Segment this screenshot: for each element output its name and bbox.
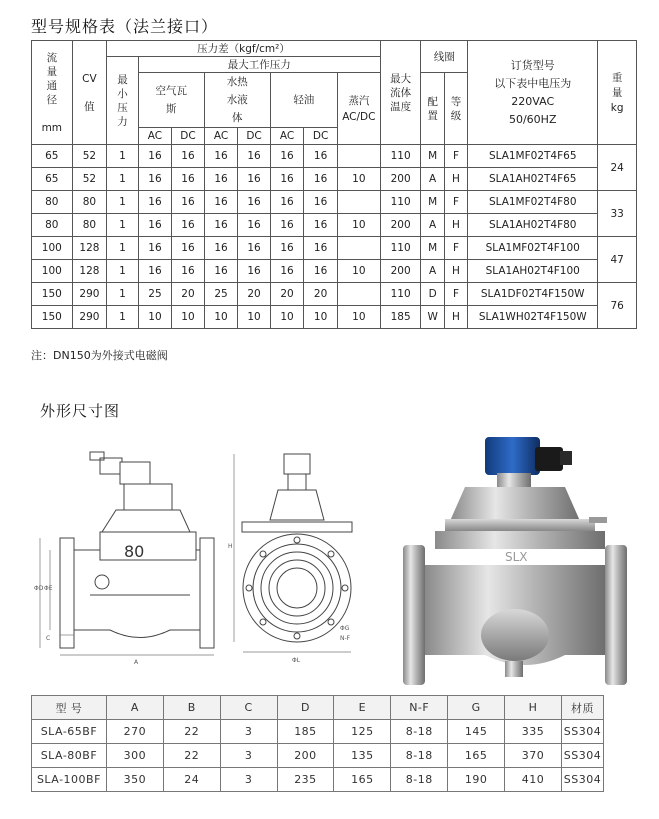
cell-gas-ac: 16 — [138, 214, 172, 237]
cell-config: A — [421, 214, 444, 237]
spec-row — [32, 168, 637, 191]
cell-water-ac: 16 — [204, 168, 238, 191]
cell-grade: H — [444, 214, 467, 237]
cell-oil-ac: 10 — [270, 306, 304, 329]
cell-water-dc: 16 — [238, 191, 271, 214]
cell-temp: 200 — [380, 260, 421, 283]
cell-bore: 150 — [32, 283, 73, 306]
dim-cell: 165 — [334, 768, 391, 792]
cell-water-dc: 10 — [238, 306, 271, 329]
cell-grade: H — [444, 260, 467, 283]
cell-gas-dc: 16 — [172, 191, 205, 214]
header-max-work-pressure: 最大工作压力 — [138, 57, 380, 73]
cell-water-ac: 16 — [204, 237, 238, 260]
spec-row — [32, 283, 637, 306]
dim-header-cell: B — [163, 696, 220, 720]
cell-cv: 80 — [72, 214, 107, 237]
cell-cv: 80 — [72, 191, 107, 214]
cell-temp: 185 — [380, 306, 421, 329]
cell-model: SLA1MF02T4F100 — [468, 237, 598, 260]
cell-oil-dc: 16 — [304, 214, 338, 237]
cell-bore: 80 — [32, 191, 73, 214]
cell-bore: 100 — [32, 260, 73, 283]
dim-cell: 8-18 — [391, 768, 448, 792]
dim-cell: SS304 — [561, 768, 603, 792]
dim-cell: 235 — [277, 768, 334, 792]
dim-cell: 300 — [106, 744, 163, 768]
cell-oil-dc: 20 — [304, 283, 338, 306]
header-min-pressure: 最小压力 — [107, 57, 139, 145]
dim-cell: 22 — [163, 720, 220, 744]
cell-oil-dc: 16 — [304, 260, 338, 283]
header-water-ac: AC — [204, 128, 238, 145]
dim-header-cell: 型 号 — [32, 696, 107, 720]
spec-row — [32, 214, 637, 237]
header-water-dc: DC — [238, 128, 271, 145]
cell-oil-dc: 16 — [304, 168, 338, 191]
cell-oil-ac: 16 — [270, 260, 304, 283]
cell-oil-ac: 16 — [270, 168, 304, 191]
dim-cell: 3 — [220, 768, 277, 792]
dim-header-cell: C — [220, 696, 277, 720]
cell-temp: 200 — [380, 214, 421, 237]
cell-gas-dc: 16 — [172, 214, 205, 237]
cell-water-ac: 16 — [204, 191, 238, 214]
cell-water-dc: 16 — [238, 145, 271, 168]
cell-config: M — [421, 191, 444, 214]
cell-model: SLA1WH02T4F150W — [468, 306, 598, 329]
dim-row — [32, 720, 604, 744]
cell-grade: F — [444, 145, 467, 168]
cell-gas-dc: 16 — [172, 260, 205, 283]
cell-bore: 150 — [32, 306, 73, 329]
cell-water-dc: 16 — [238, 237, 271, 260]
dim-cell: 335 — [505, 720, 562, 744]
cell-min: 1 — [107, 145, 139, 168]
cell-model: SLA1DF02T4F150W — [468, 283, 598, 306]
cell-water-dc: 16 — [238, 214, 271, 237]
footnote: 注：DN150为外接式电磁阀 — [31, 349, 168, 362]
cell-cv: 290 — [72, 283, 107, 306]
cell-oil-dc: 16 — [304, 237, 338, 260]
label-n-f: N-F — [340, 635, 351, 642]
header-order-model: 订货型号 以下表中电压为 220VAC 50/60HZ — [468, 41, 598, 145]
cell-min: 1 — [107, 214, 139, 237]
label-phi-l: ΦL — [292, 657, 301, 664]
cell-model: SLA1MF02T4F80 — [468, 191, 598, 214]
cell-gas-dc: 16 — [172, 237, 205, 260]
cell-water-dc: 16 — [238, 260, 271, 283]
cell-steam: 10 — [337, 214, 380, 237]
cell-grade: F — [444, 191, 467, 214]
cell-model: SLA1AH02T4F100 — [468, 260, 598, 283]
dim-cell: 145 — [448, 720, 505, 744]
cell-cv: 290 — [72, 306, 107, 329]
dim-cell: SLA-100BF — [32, 768, 107, 792]
header-air-gas: 空气瓦斯 — [138, 73, 204, 128]
cell-gas-ac: 16 — [138, 145, 172, 168]
cell-gas-dc: 20 — [172, 283, 205, 306]
side-view-drawing — [228, 440, 368, 670]
cell-temp: 110 — [380, 283, 421, 306]
dim-header-cell: N-F — [391, 696, 448, 720]
cell-model: SLA1MF02T4F65 — [468, 145, 598, 168]
cell-gas-ac: 25 — [138, 283, 172, 306]
dim-cell: SLA-65BF — [32, 720, 107, 744]
dim-header-cell: E — [334, 696, 391, 720]
header-water: 水热水液体 — [204, 73, 270, 128]
spec-row — [32, 237, 637, 260]
dim-cell: 8-18 — [391, 720, 448, 744]
cell-grade: F — [444, 237, 467, 260]
cell-oil-ac: 16 — [270, 214, 304, 237]
cell-min: 1 — [107, 237, 139, 260]
cell-grade: H — [444, 168, 467, 191]
label-a: A — [134, 659, 139, 666]
header-config: 配置 — [421, 73, 444, 145]
cell-gas-dc: 10 — [172, 306, 205, 329]
cell-water-ac: 16 — [204, 214, 238, 237]
cell-temp: 110 — [380, 191, 421, 214]
cell-config: M — [421, 145, 444, 168]
spec-row — [32, 145, 637, 168]
cell-gas-dc: 16 — [172, 145, 205, 168]
cell-water-dc: 16 — [238, 168, 271, 191]
label-c: C — [46, 635, 51, 642]
cell-water-ac: 25 — [204, 283, 238, 306]
header-oil-ac: AC — [270, 128, 304, 145]
cell-steam: 10 — [337, 168, 380, 191]
dim-cell: 270 — [106, 720, 163, 744]
dim-cell: SS304 — [561, 720, 603, 744]
cell-oil-dc: 16 — [304, 145, 338, 168]
cell-config: W — [421, 306, 444, 329]
size-marking: 80 — [124, 542, 145, 561]
cell-bore: 65 — [32, 145, 73, 168]
dimension-table — [31, 695, 604, 792]
cell-oil-dc: 10 — [304, 306, 338, 329]
dim-cell: 24 — [163, 768, 220, 792]
header-oil-dc: DC — [304, 128, 338, 145]
cell-bore: 65 — [32, 168, 73, 191]
dim-cell: 370 — [505, 744, 562, 768]
label-phi-d: ΦD — [34, 585, 44, 592]
dim-cell: 185 — [277, 720, 334, 744]
cell-steam: 10 — [337, 306, 380, 329]
cell-steam — [337, 283, 380, 306]
header-light-oil: 轻油 — [270, 73, 337, 128]
cell-temp: 110 — [380, 145, 421, 168]
dim-cell: 190 — [448, 768, 505, 792]
dim-cell: SS304 — [561, 744, 603, 768]
valve-product-image — [395, 425, 635, 685]
cell-steam — [337, 191, 380, 214]
cell-water-dc: 20 — [238, 283, 271, 306]
cell-gas-dc: 16 — [172, 168, 205, 191]
label-h: H — [228, 543, 233, 550]
dim-cell: 3 — [220, 744, 277, 768]
dim-cell: 125 — [334, 720, 391, 744]
cell-bore: 100 — [32, 237, 73, 260]
cell-cv: 52 — [72, 145, 107, 168]
front-view-drawing — [30, 440, 230, 670]
dim-header-cell: A — [106, 696, 163, 720]
cell-steam: 10 — [337, 260, 380, 283]
cell-gas-ac: 16 — [138, 191, 172, 214]
cell-gas-ac: 16 — [138, 168, 172, 191]
cell-cv: 52 — [72, 168, 107, 191]
dim-cell: 135 — [334, 744, 391, 768]
cell-steam — [337, 237, 380, 260]
cell-cv: 128 — [72, 237, 107, 260]
cell-config: A — [421, 260, 444, 283]
label-phi-g: ΦG — [340, 625, 350, 632]
cell-grade: H — [444, 306, 467, 329]
header-max-temp: 最大流体温度 — [380, 41, 421, 145]
cell-oil-ac: 16 — [270, 145, 304, 168]
dim-cell: 22 — [163, 744, 220, 768]
cell-bore: 80 — [32, 214, 73, 237]
dim-cell: 350 — [106, 768, 163, 792]
header-bore: 流 量 通 径 mm — [32, 41, 73, 145]
header-steam: 蒸汽AC/DC — [337, 73, 380, 145]
dim-cell: 3 — [220, 720, 277, 744]
cell-weight: 76 — [598, 283, 637, 329]
spec-row — [32, 260, 637, 283]
cell-oil-ac: 16 — [270, 191, 304, 214]
cell-temp: 110 — [380, 237, 421, 260]
dimension-title: 外形尺寸图 — [40, 402, 121, 420]
dim-cell: 410 — [505, 768, 562, 792]
spec-row — [32, 306, 637, 329]
cell-min: 1 — [107, 168, 139, 191]
cell-min: 1 — [107, 191, 139, 214]
label-phi-e: ΦE — [44, 585, 53, 592]
dim-header-cell: 材质 — [561, 696, 603, 720]
cell-temp: 200 — [380, 168, 421, 191]
dim-header-cell: D — [277, 696, 334, 720]
dim-header-cell: H — [505, 696, 562, 720]
dim-row — [32, 768, 604, 792]
cell-model: SLA1AH02T4F80 — [468, 214, 598, 237]
dim-cell: SLA-80BF — [32, 744, 107, 768]
cell-oil-dc: 16 — [304, 191, 338, 214]
cell-gas-ac: 16 — [138, 237, 172, 260]
spec-table-title: 型号规格表（法兰接口） — [31, 17, 219, 36]
cell-min: 1 — [107, 283, 139, 306]
cell-oil-ac: 16 — [270, 237, 304, 260]
cell-gas-ac: 16 — [138, 260, 172, 283]
cell-gas-ac: 10 — [138, 306, 172, 329]
cell-weight: 24 — [598, 145, 637, 191]
cell-steam — [337, 145, 380, 168]
dim-cell: 165 — [448, 744, 505, 768]
header-coil: 线圈 — [421, 41, 468, 73]
dim-header-cell: G — [448, 696, 505, 720]
header-gas-ac: AC — [138, 128, 172, 145]
dim-row — [32, 744, 604, 768]
cell-grade: F — [444, 283, 467, 306]
spec-row — [32, 191, 637, 214]
cell-cv: 128 — [72, 260, 107, 283]
cell-water-ac: 10 — [204, 306, 238, 329]
cell-config: D — [421, 283, 444, 306]
cell-min: 1 — [107, 260, 139, 283]
header-weight: 重量 kg — [598, 41, 637, 145]
cell-min: 1 — [107, 306, 139, 329]
brand-mark: SLX — [505, 550, 528, 564]
cell-config: M — [421, 237, 444, 260]
spec-table — [31, 40, 637, 329]
header-gas-dc: DC — [172, 128, 205, 145]
header-grade: 等级 — [444, 73, 467, 145]
cell-model: SLA1AH02T4F65 — [468, 168, 598, 191]
cell-water-ac: 16 — [204, 260, 238, 283]
cell-water-ac: 16 — [204, 145, 238, 168]
cell-config: A — [421, 168, 444, 191]
header-pressure-diff: 压力差（kgf/cm²） — [107, 41, 381, 57]
dim-cell: 200 — [277, 744, 334, 768]
cell-oil-ac: 20 — [270, 283, 304, 306]
header-cv: CV 值 — [72, 41, 107, 145]
cell-weight: 33 — [598, 191, 637, 237]
dim-cell: 8-18 — [391, 744, 448, 768]
cell-weight: 47 — [598, 237, 637, 283]
